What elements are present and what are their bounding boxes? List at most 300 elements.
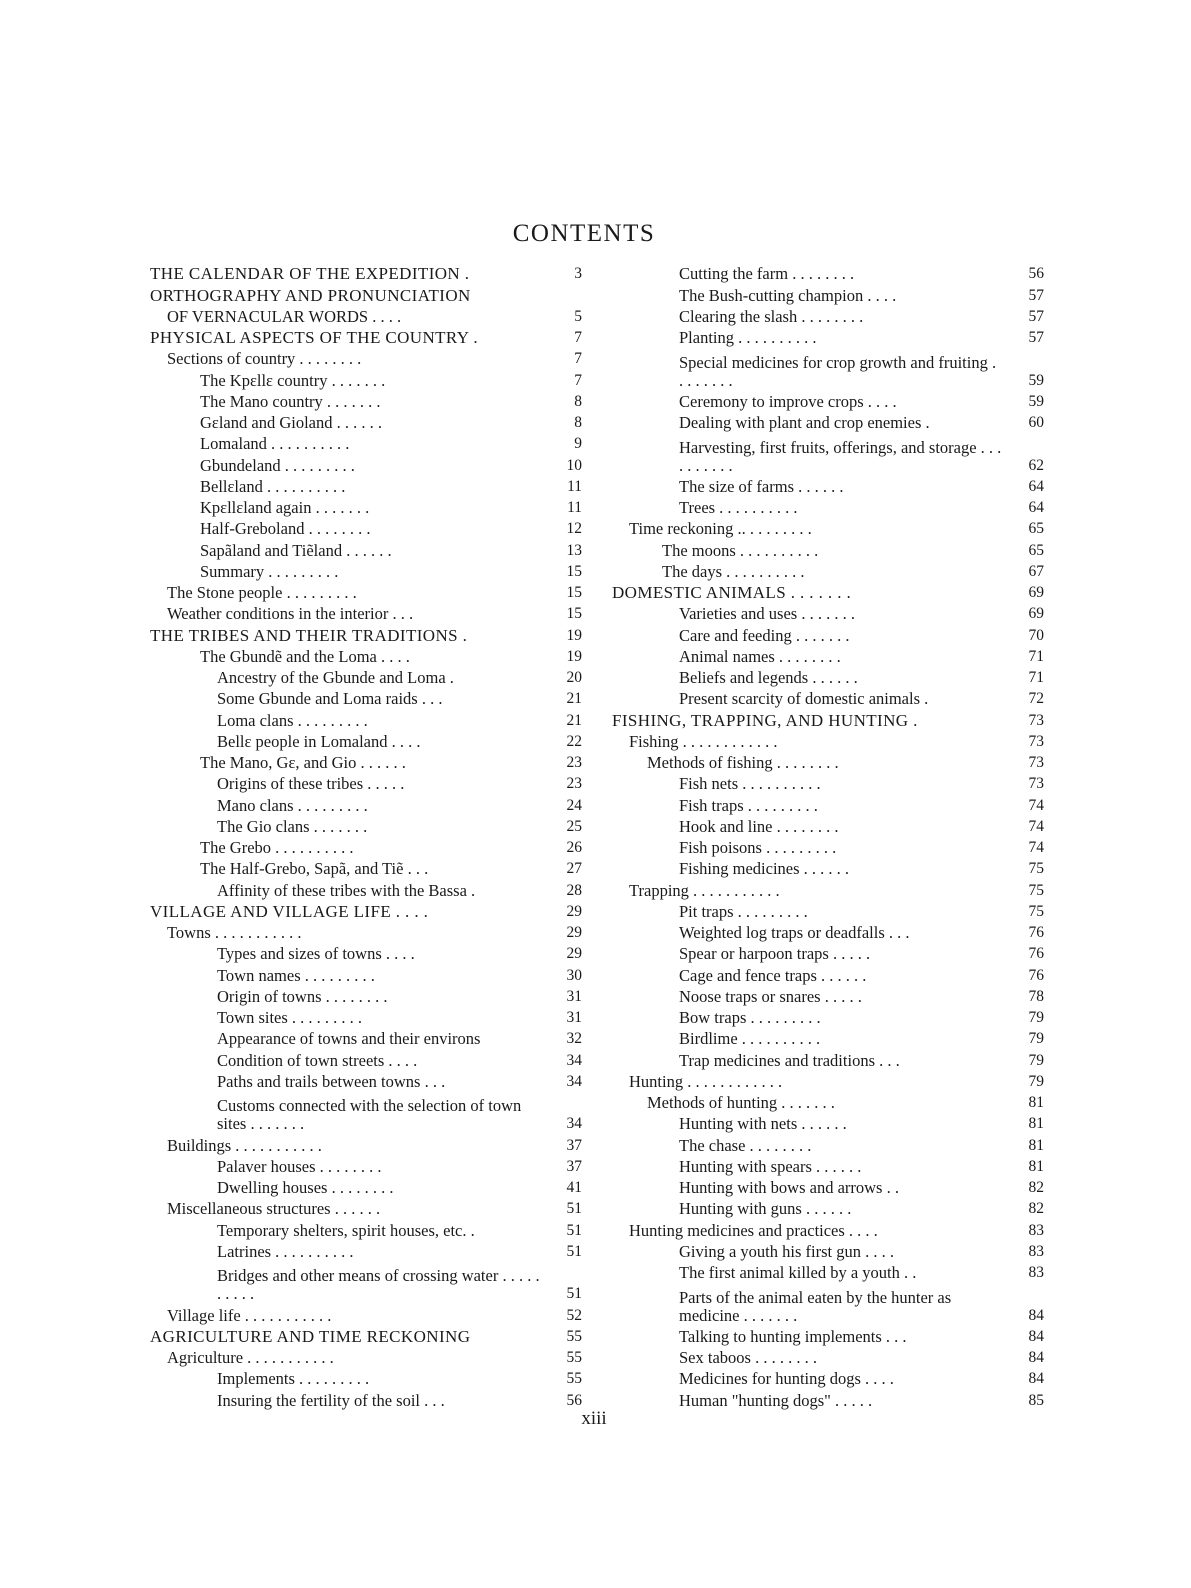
toc-entry-page: 19 <box>566 647 582 665</box>
toc-entry <box>612 1070 1044 1091</box>
toc-entry-page: 81 <box>1028 1094 1044 1111</box>
toc-entry-page: 73 <box>1028 775 1044 793</box>
toc-entry-title: VILLAGE AND VILLAGE LIFE . . . . <box>150 902 429 921</box>
toc-entry-title: Customs connected with the selection of town sites . . . . . . . <box>217 1097 522 1134</box>
toc-entry <box>150 1027 582 1048</box>
toc-entry-page: 71 <box>1028 669 1044 686</box>
toc-entry-title: Spear or harpoon traps . . . . . <box>679 945 871 964</box>
toc-entry <box>150 623 582 644</box>
toc-entry <box>150 1261 582 1304</box>
toc-entry-title: Ceremony to improve crops . . . . <box>679 392 897 411</box>
toc-entry-page: 13 <box>566 541 582 559</box>
toc-entry <box>150 326 582 347</box>
toc-entry-page: 41 <box>566 1179 582 1196</box>
toc-entry-title: Bellɛ people in Lomaland . . . . <box>217 732 421 751</box>
toc-entry-page: 7 <box>574 329 582 346</box>
toc-entry-title: ORTHOGRAPHY AND PRONUNCIATION <box>150 286 471 305</box>
toc-entry-page: 73 <box>1028 711 1044 729</box>
toc-entry-page: 64 <box>1028 477 1044 495</box>
toc-entry-title: Care and feeding . . . . . . . <box>679 626 850 645</box>
toc-entry <box>612 645 1044 666</box>
toc-entry-title: Village life . . . . . . . . . . . <box>167 1306 332 1325</box>
toc-entry-title: Loma clans . . . . . . . . . <box>217 711 368 730</box>
toc-entry-page: 75 <box>1028 860 1044 878</box>
toc-entry <box>150 666 582 687</box>
toc-entry-title: THE CALENDAR OF THE EXPEDITION . <box>150 265 470 284</box>
toc-entry-title: The chase . . . . . . . . <box>679 1136 812 1155</box>
toc-entry <box>150 985 582 1006</box>
toc-entry <box>150 560 582 581</box>
toc-entry <box>150 1176 582 1197</box>
toc-entry-title: Clearing the slash . . . . . . . . <box>679 307 864 326</box>
toc-entry <box>612 347 1044 390</box>
toc-entry-title: Hook and line . . . . . . . . <box>679 817 839 836</box>
toc-entry <box>612 517 1044 538</box>
toc-entry <box>150 857 582 878</box>
toc-entry <box>612 390 1044 411</box>
toc-entry-page: 51 <box>566 1221 582 1239</box>
toc-entry <box>150 390 582 411</box>
toc-entry <box>150 793 582 814</box>
toc-entry-title: Fish traps . . . . . . . . . <box>679 796 818 815</box>
toc-entry <box>612 730 1044 751</box>
toc-entry-page: 23 <box>566 754 582 771</box>
toc-entry-page: 78 <box>1028 987 1044 1005</box>
toc-entry-title: Fish poisons . . . . . . . . . <box>679 839 837 857</box>
toc-entry-title: The Half-Grebo, Sapã, and Tiẽ . . . <box>200 860 429 879</box>
toc-entry <box>150 262 582 283</box>
toc-entry <box>612 475 1044 496</box>
toc-entry-page: 79 <box>1028 1051 1044 1069</box>
toc-entry <box>612 538 1044 559</box>
toc-entry <box>150 687 582 708</box>
toc-entry-title: Harvesting, first fruits, offerings, and storage . . . . . . . . . . <box>679 438 1002 475</box>
toc-entry-title: Beliefs and legends . . . . . . <box>679 669 858 687</box>
toc-entry-title: Weighted log traps or deadfalls . . . <box>679 924 910 942</box>
toc-entry-title: Paths and trails between towns . . . <box>217 1072 446 1091</box>
toc-entry-page: 15 <box>566 584 582 601</box>
toc-entry <box>612 283 1044 304</box>
toc-entry <box>612 985 1044 1006</box>
toc-entry-page: 37 <box>566 1157 582 1175</box>
toc-entry-page: 23 <box>566 775 582 793</box>
toc-entry <box>150 1367 582 1388</box>
toc-entry-title: Half-Greboland . . . . . . . . <box>200 520 371 539</box>
page-title: CONTENTS <box>512 220 656 247</box>
toc-entry-title: Birdlime . . . . . . . . . . <box>679 1030 821 1049</box>
toc-entry <box>612 1325 1044 1346</box>
toc-entry-title: The Gbundẽ and the Loma . . . . <box>200 647 410 666</box>
toc-entry <box>612 900 1044 921</box>
toc-entry-title: Parts of the animal eaten by the hunter as medicine . . . . . . . <box>679 1288 952 1325</box>
toc-entry-title: The Bush-cutting champion . . . . <box>679 286 897 305</box>
toc-entry-page: 75 <box>1028 902 1044 920</box>
toc-entry-title: Origin of towns . . . . . . . . <box>217 987 388 1006</box>
toc-entry <box>150 772 582 793</box>
toc-entry <box>150 581 582 602</box>
toc-entry-page: 28 <box>566 881 582 899</box>
toc-entry-page: 73 <box>1028 754 1044 771</box>
toc-entry-title: Kpɛllɛland again . . . . . . . <box>200 499 370 517</box>
toc-entry-page: 81 <box>1028 1136 1044 1154</box>
toc-entry-page: 51 <box>566 1200 582 1218</box>
toc-entry-page: 31 <box>566 1009 582 1026</box>
toc-entry-page: 69 <box>1028 584 1044 601</box>
toc-entry-title: Summary . . . . . . . . . <box>200 562 339 581</box>
toc-entry-page: 11 <box>567 499 582 516</box>
toc-entry-title: Hunting . . . . . . . . . . . . <box>629 1072 783 1091</box>
toc-entry <box>612 623 1044 644</box>
toc-entry-title: Types and sizes of towns . . . . <box>217 945 415 964</box>
toc-entry <box>150 645 582 666</box>
toc-entry <box>612 666 1044 687</box>
toc-entry-title: Fish nets . . . . . . . . . . <box>679 775 821 794</box>
toc-entry-title: Origins of these tribes . . . . . <box>217 775 405 794</box>
toc-entry <box>612 1367 1044 1388</box>
toc-entry <box>612 326 1044 347</box>
contents-column-left <box>150 262 582 1410</box>
toc-entry-page: 72 <box>1028 690 1044 708</box>
toc-entry-page: 21 <box>566 711 582 729</box>
toc-entry-page: 34 <box>566 1072 582 1090</box>
toc-entry-page: 30 <box>566 966 582 984</box>
toc-entry-title: Methods of hunting . . . . . . . <box>647 1094 835 1112</box>
toc-entry-page: 57 <box>1028 329 1044 346</box>
toc-entry-page: 57 <box>1028 286 1044 304</box>
toc-entry-page: 71 <box>1028 647 1044 665</box>
toc-entry <box>612 1197 1044 1218</box>
toc-entry-page: 8 <box>574 392 582 410</box>
toc-entry-title: Condition of town streets . . . . <box>217 1051 418 1070</box>
toc-entry-title: Fishing medicines . . . . . . <box>679 860 850 879</box>
toc-entry-title: Varieties and uses . . . . . . . <box>679 605 855 624</box>
toc-entry-page: 83 <box>1028 1242 1044 1260</box>
toc-entry-title: Towns . . . . . . . . . . . <box>167 924 302 942</box>
toc-entry <box>150 1218 582 1239</box>
toc-entry-title: Hunting with nets . . . . . . <box>679 1115 847 1134</box>
toc-entry-title: Trees . . . . . . . . . . <box>679 499 798 517</box>
toc-entry <box>150 1091 582 1134</box>
page-number: xiii <box>581 1408 607 1429</box>
toc-entry <box>150 1006 582 1027</box>
toc-entry-page: 59 <box>1028 392 1044 410</box>
toc-entry <box>612 581 1044 602</box>
toc-entry-title: Human "hunting dogs" . . . . . <box>679 1391 873 1410</box>
toc-entry-page: 81 <box>1028 1157 1044 1175</box>
toc-entry-title: AGRICULTURE AND TIME RECKONING <box>150 1327 471 1346</box>
toc-entry-title: The Mano country . . . . . . . <box>200 392 381 411</box>
toc-entry-title: Lomaland . . . . . . . . . . <box>200 435 350 454</box>
toc-entry-title: Implements . . . . . . . . . <box>217 1370 370 1389</box>
toc-entry <box>150 708 582 729</box>
toc-entry <box>150 411 582 432</box>
toc-entry <box>612 602 1044 623</box>
toc-entry-title: Bridges and other means of crossing water . . . . . . . . . . <box>217 1267 540 1304</box>
toc-entry-page: 32 <box>566 1030 582 1048</box>
toc-entry-title: Agriculture . . . . . . . . . . . <box>167 1349 334 1367</box>
toc-entry-title: Fishing . . . . . . . . . . . . <box>629 732 778 751</box>
toc-entry-page: 60 <box>1028 414 1044 431</box>
toc-entry-title: The moons . . . . . . . . . . <box>662 541 819 560</box>
toc-entry-page: 5 <box>574 307 582 325</box>
toc-entry <box>612 1240 1044 1261</box>
toc-entry-page: 7 <box>574 350 582 368</box>
toc-entry-page: 73 <box>1028 732 1044 750</box>
toc-entry-page: 84 <box>1028 1306 1044 1324</box>
toc-entry-page: 15 <box>566 562 582 580</box>
toc-entry-page: 55 <box>566 1370 582 1388</box>
toc-entry-title: Bow traps . . . . . . . . . <box>679 1009 821 1027</box>
toc-entry-title: Some Gbunde and Loma raids . . . <box>217 690 443 709</box>
toc-entry <box>612 878 1044 899</box>
toc-entry <box>612 1282 1044 1325</box>
toc-entry <box>150 517 582 538</box>
toc-entry-page: 55 <box>566 1349 582 1366</box>
toc-entry-title: Sex taboos . . . . . . . . <box>679 1349 817 1367</box>
toc-entry-title: Talking to hunting implements . . . <box>679 1327 907 1346</box>
toc-entry-title: The Stone people . . . . . . . . . <box>167 584 357 602</box>
toc-entry <box>150 878 582 899</box>
toc-entry-page: 3 <box>574 265 582 283</box>
toc-entry-title: Ancestry of the Gbunde and Loma . <box>217 669 454 687</box>
toc-entry <box>150 1346 582 1367</box>
toc-entry-page: 29 <box>566 945 582 963</box>
toc-entry <box>150 900 582 921</box>
toc-entry-title: Trapping . . . . . . . . . . . <box>629 881 780 900</box>
toc-entry-page: 74 <box>1028 796 1044 814</box>
toc-entry <box>612 305 1044 326</box>
toc-entry <box>612 1112 1044 1133</box>
contents-column-right <box>612 262 1044 1410</box>
toc-entry-title: Special medicines for crop growth and fruiting . . . . . . . . <box>679 353 997 390</box>
toc-entry-title: FISHING, TRAPPING, AND HUNTING . <box>612 711 918 730</box>
toc-entry <box>612 751 1044 772</box>
toc-entry-title: The Mano, Gɛ, and Gio . . . . . . <box>200 754 406 772</box>
toc-entry <box>150 347 582 368</box>
toc-entry-page: 59 <box>1028 371 1044 389</box>
toc-entry <box>612 836 1044 857</box>
toc-entry-page: 22 <box>566 732 582 750</box>
toc-entry <box>612 942 1044 963</box>
toc-entry-title: Medicines for hunting dogs . . . . <box>679 1370 894 1389</box>
toc-entry-page: 12 <box>566 520 582 538</box>
toc-entry-title: Dwelling houses . . . . . . . . <box>217 1179 394 1197</box>
toc-entry-page: 15 <box>566 605 582 623</box>
toc-entry-page: 82 <box>1028 1179 1044 1196</box>
toc-entry <box>612 1027 1044 1048</box>
toc-entry-page: 62 <box>1028 456 1044 474</box>
toc-entry-page: 76 <box>1028 945 1044 963</box>
toc-entry-title: The Kpɛllɛ country . . . . . . . <box>200 371 386 390</box>
toc-entry-title: Hunting with bows and arrows . . <box>679 1179 899 1197</box>
toc-entry-page: 56 <box>566 1391 582 1409</box>
toc-entry-title: The first animal killed by a youth . . <box>679 1264 917 1282</box>
toc-entry <box>612 708 1044 729</box>
toc-entry-title: Cutting the farm . . . . . . . . <box>679 265 855 284</box>
toc-entry-title: Methods of fishing . . . . . . . . <box>647 754 839 772</box>
toc-entry <box>612 432 1044 475</box>
toc-entry-title: Gɛland and Gioland . . . . . . <box>200 414 382 432</box>
toc-entry-title: The Grebo . . . . . . . . . . <box>200 839 354 857</box>
toc-entry-title: Town names . . . . . . . . . <box>217 966 375 985</box>
toc-entry-title: Dealing with plant and crop enemies . <box>679 414 930 432</box>
toc-entry-page: 79 <box>1028 1009 1044 1026</box>
toc-entry <box>150 475 582 496</box>
toc-entry-page: 21 <box>566 690 582 708</box>
toc-entry-page: 79 <box>1028 1072 1044 1090</box>
toc-entry-title: Bellɛland . . . . . . . . . . <box>200 477 346 496</box>
toc-entry <box>612 793 1044 814</box>
toc-entry <box>150 1197 582 1218</box>
toc-entry-page: 67 <box>1028 562 1044 580</box>
toc-entry-page: 52 <box>566 1306 582 1324</box>
toc-entry-page: 20 <box>566 669 582 686</box>
toc-entry-title: The days . . . . . . . . . . <box>662 562 805 581</box>
toc-entry <box>150 1388 582 1409</box>
toc-entry-title: DOMESTIC ANIMALS . . . . . . . <box>612 584 852 602</box>
toc-entry-page: 26 <box>566 839 582 856</box>
toc-entry <box>150 432 582 453</box>
toc-entry <box>612 411 1044 432</box>
toc-entry-page: 74 <box>1028 839 1044 856</box>
toc-entry-title: Planting . . . . . . . . . . <box>679 329 817 347</box>
toc-entry-page: 69 <box>1028 605 1044 623</box>
toc-entry <box>612 1346 1044 1367</box>
toc-entry <box>150 283 582 304</box>
toc-entry <box>612 1218 1044 1239</box>
toc-entry <box>612 1133 1044 1154</box>
toc-entry <box>150 1325 582 1346</box>
toc-entry-title: Cage and fence traps . . . . . . <box>679 966 867 985</box>
toc-entry-title: Trap medicines and traditions . . . <box>679 1051 900 1070</box>
toc-entry-page: 81 <box>1028 1115 1044 1133</box>
toc-entry-page: 11 <box>567 477 582 495</box>
toc-entry <box>150 730 582 751</box>
toc-entry-page: 8 <box>574 414 582 431</box>
toc-entry-page: 31 <box>566 987 582 1005</box>
toc-entry <box>612 1006 1044 1027</box>
toc-entry-title: Appearance of towns and their environs <box>217 1030 481 1049</box>
toc-entry-page: 51 <box>566 1285 582 1303</box>
toc-entry-page: 24 <box>566 796 582 814</box>
toc-entry-title: Weather conditions in the interior . . . <box>167 605 414 624</box>
toc-entry <box>150 1048 582 1069</box>
toc-entry-page: 76 <box>1028 966 1044 984</box>
toc-entry <box>150 602 582 623</box>
toc-entry-title: Affinity of these tribes with the Bassa . <box>217 881 476 900</box>
toc-entry <box>150 1240 582 1261</box>
toc-entry-page: 56 <box>1028 265 1044 283</box>
toc-entry <box>150 305 582 326</box>
toc-entry <box>150 496 582 517</box>
toc-entry <box>612 1155 1044 1176</box>
toc-entry-page: 51 <box>566 1242 582 1260</box>
toc-entry <box>612 772 1044 793</box>
toc-entry <box>150 942 582 963</box>
toc-entry <box>150 963 582 984</box>
toc-entry <box>612 1176 1044 1197</box>
toc-entry <box>612 1091 1044 1112</box>
toc-entry <box>150 368 582 389</box>
toc-entry-title: Hunting with spears . . . . . . <box>679 1157 862 1176</box>
toc-entry-title: Latrines . . . . . . . . . . <box>217 1242 354 1261</box>
toc-entry-page: 27 <box>566 860 582 878</box>
toc-entry <box>612 1048 1044 1069</box>
toc-entry-page: 75 <box>1028 881 1044 899</box>
toc-entry-page: 70 <box>1028 626 1044 644</box>
toc-entry-page: 29 <box>566 924 582 941</box>
toc-entry-title: Animal names . . . . . . . . <box>679 647 841 666</box>
toc-entry-page: 55 <box>566 1327 582 1345</box>
toc-entry-page: 83 <box>1028 1264 1044 1281</box>
toc-entry-page: 10 <box>566 456 582 474</box>
toc-entry-title: Gbundeland . . . . . . . . . <box>200 456 355 475</box>
toc-entry <box>612 687 1044 708</box>
toc-entry <box>150 836 582 857</box>
toc-entry <box>612 815 1044 836</box>
toc-entry-title: The size of farms . . . . . . <box>679 477 844 496</box>
toc-entry-title: Giving a youth his first gun . . . . <box>679 1242 894 1261</box>
toc-entry-title: Hunting medicines and practices . . . . <box>629 1221 878 1240</box>
toc-entry <box>612 1261 1044 1282</box>
toc-entry-page: 64 <box>1028 499 1044 516</box>
toc-entry-title: Noose traps or snares . . . . . <box>679 987 862 1006</box>
toc-entry-page: 65 <box>1028 520 1044 538</box>
toc-entry <box>612 857 1044 878</box>
toc-entry <box>150 1303 582 1324</box>
toc-entry <box>150 815 582 836</box>
toc-entry-title: Palaver houses . . . . . . . . <box>217 1157 382 1176</box>
toc-entry <box>612 496 1044 517</box>
toc-entry-page: 34 <box>566 1051 582 1069</box>
toc-entry <box>612 963 1044 984</box>
toc-entry <box>150 921 582 942</box>
toc-entry-title: Sections of country . . . . . . . . <box>167 350 362 369</box>
toc-entry-page: 83 <box>1028 1221 1044 1239</box>
toc-entry-title: Pit traps . . . . . . . . . <box>679 902 808 921</box>
toc-entry-page: 9 <box>574 435 582 453</box>
toc-entry-page: 84 <box>1028 1327 1044 1345</box>
toc-entry <box>150 453 582 474</box>
toc-entry <box>150 538 582 559</box>
toc-entry-page: 57 <box>1028 307 1044 325</box>
toc-entry-title: The Gio clans . . . . . . . <box>217 817 368 836</box>
toc-entry-title: PHYSICAL ASPECTS OF THE COUNTRY . <box>150 329 479 347</box>
toc-entry <box>150 751 582 772</box>
toc-entry-page: 25 <box>566 817 582 835</box>
toc-entry-title: Sapãland and Tiẽland . . . . . . <box>200 541 392 560</box>
toc-entry <box>612 560 1044 581</box>
toc-entry-page: 85 <box>1028 1391 1044 1409</box>
toc-entry-title: Time reckoning .. . . . . . . . . <box>629 520 812 539</box>
toc-entry-page: 7 <box>574 371 582 389</box>
toc-entry <box>150 1070 582 1091</box>
toc-entry <box>150 1133 582 1154</box>
toc-entry-page: 65 <box>1028 541 1044 559</box>
toc-entry <box>612 262 1044 283</box>
toc-entry <box>612 1388 1044 1409</box>
toc-entry-page: 82 <box>1028 1200 1044 1218</box>
toc-entry-page: 34 <box>566 1115 582 1133</box>
toc-entry-page: 74 <box>1028 817 1044 835</box>
toc-entry-page: 79 <box>1028 1030 1044 1048</box>
toc-entry-title: Present scarcity of domestic animals . <box>679 690 929 709</box>
toc-entry-title: Mano clans . . . . . . . . . <box>217 796 368 815</box>
toc-entry-page: 19 <box>566 626 582 644</box>
toc-entry-title: Miscellaneous structures . . . . . . <box>167 1200 381 1219</box>
toc-entry-title: Temporary shelters, spirit houses, etc. . <box>217 1221 475 1240</box>
toc-entry-title: THE TRIBES AND THEIR TRADITIONS . <box>150 626 468 645</box>
